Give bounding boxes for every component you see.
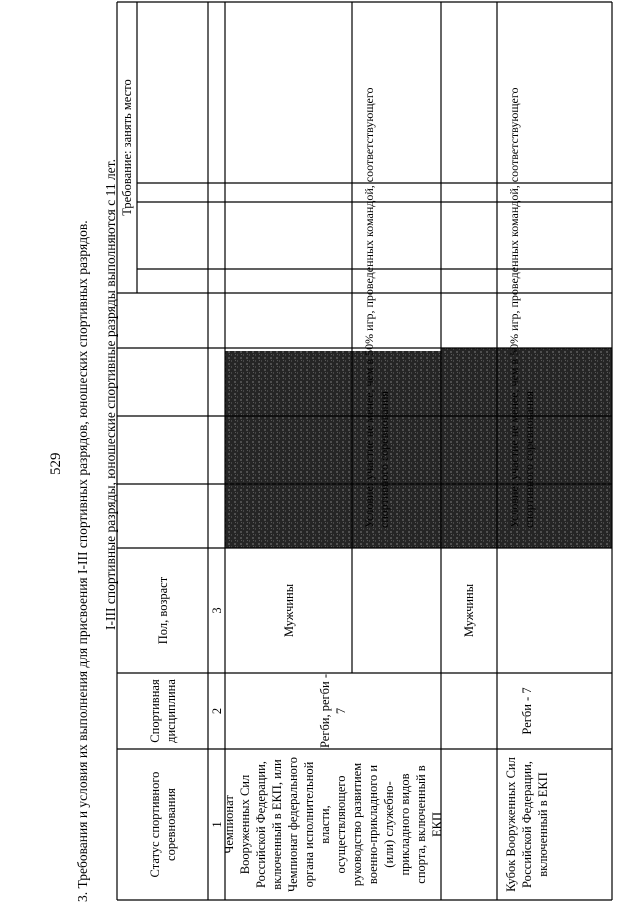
row1-status: Чемпионат Вооруженных Сил Российской Федерации, включенный в ЕКП, или Чемпионат федерального органа исполнительной власти, осуществляющего руководство развитием военно-прикладного и (или) служебно-прикладного видов спорта, включенный в ЕКП (222, 757, 444, 892)
row2-status: Кубок Вооруженных Сил Российской Федерации, включенный в ЕКП (503, 757, 550, 892)
row2-sex: Мужчины (462, 583, 476, 638)
column-number: 2 (209, 707, 224, 715)
header-sex-age: Пол, возраст (155, 576, 170, 645)
section-heading: 3. Требования и условия их выполнения для присвоения I-III спортивных разрядов, юношеских спортивных разрядов. (75, 220, 90, 902)
row1-discipline: Регби, регби - 7 (318, 673, 348, 749)
row2-condition: Условие: участие не менее, чем в 50% игр, проведенных командой, соответствующего спортивного соревнования (507, 87, 537, 528)
header-discipline: Спортивная дисциплина (147, 679, 178, 743)
column-number: 3 (209, 607, 224, 614)
row2-discipline: Регби - 7 (519, 687, 534, 735)
page-number: 529 (48, 452, 64, 475)
age-note: I-III спортивные разряды, юношеские спортивные разряды выполняются с 11 лет. (103, 159, 118, 630)
row1-sex: Мужчины (281, 583, 296, 638)
header-status: Статус спортивного соревнования (147, 771, 178, 878)
header-requirement: Требование: занять место (120, 79, 134, 216)
row1-condition: Условие: участие не менее, чем в 50% игр, проведенных командой, соответствующего спортивного соревнования (362, 87, 392, 528)
column-number: 1 (209, 821, 224, 828)
